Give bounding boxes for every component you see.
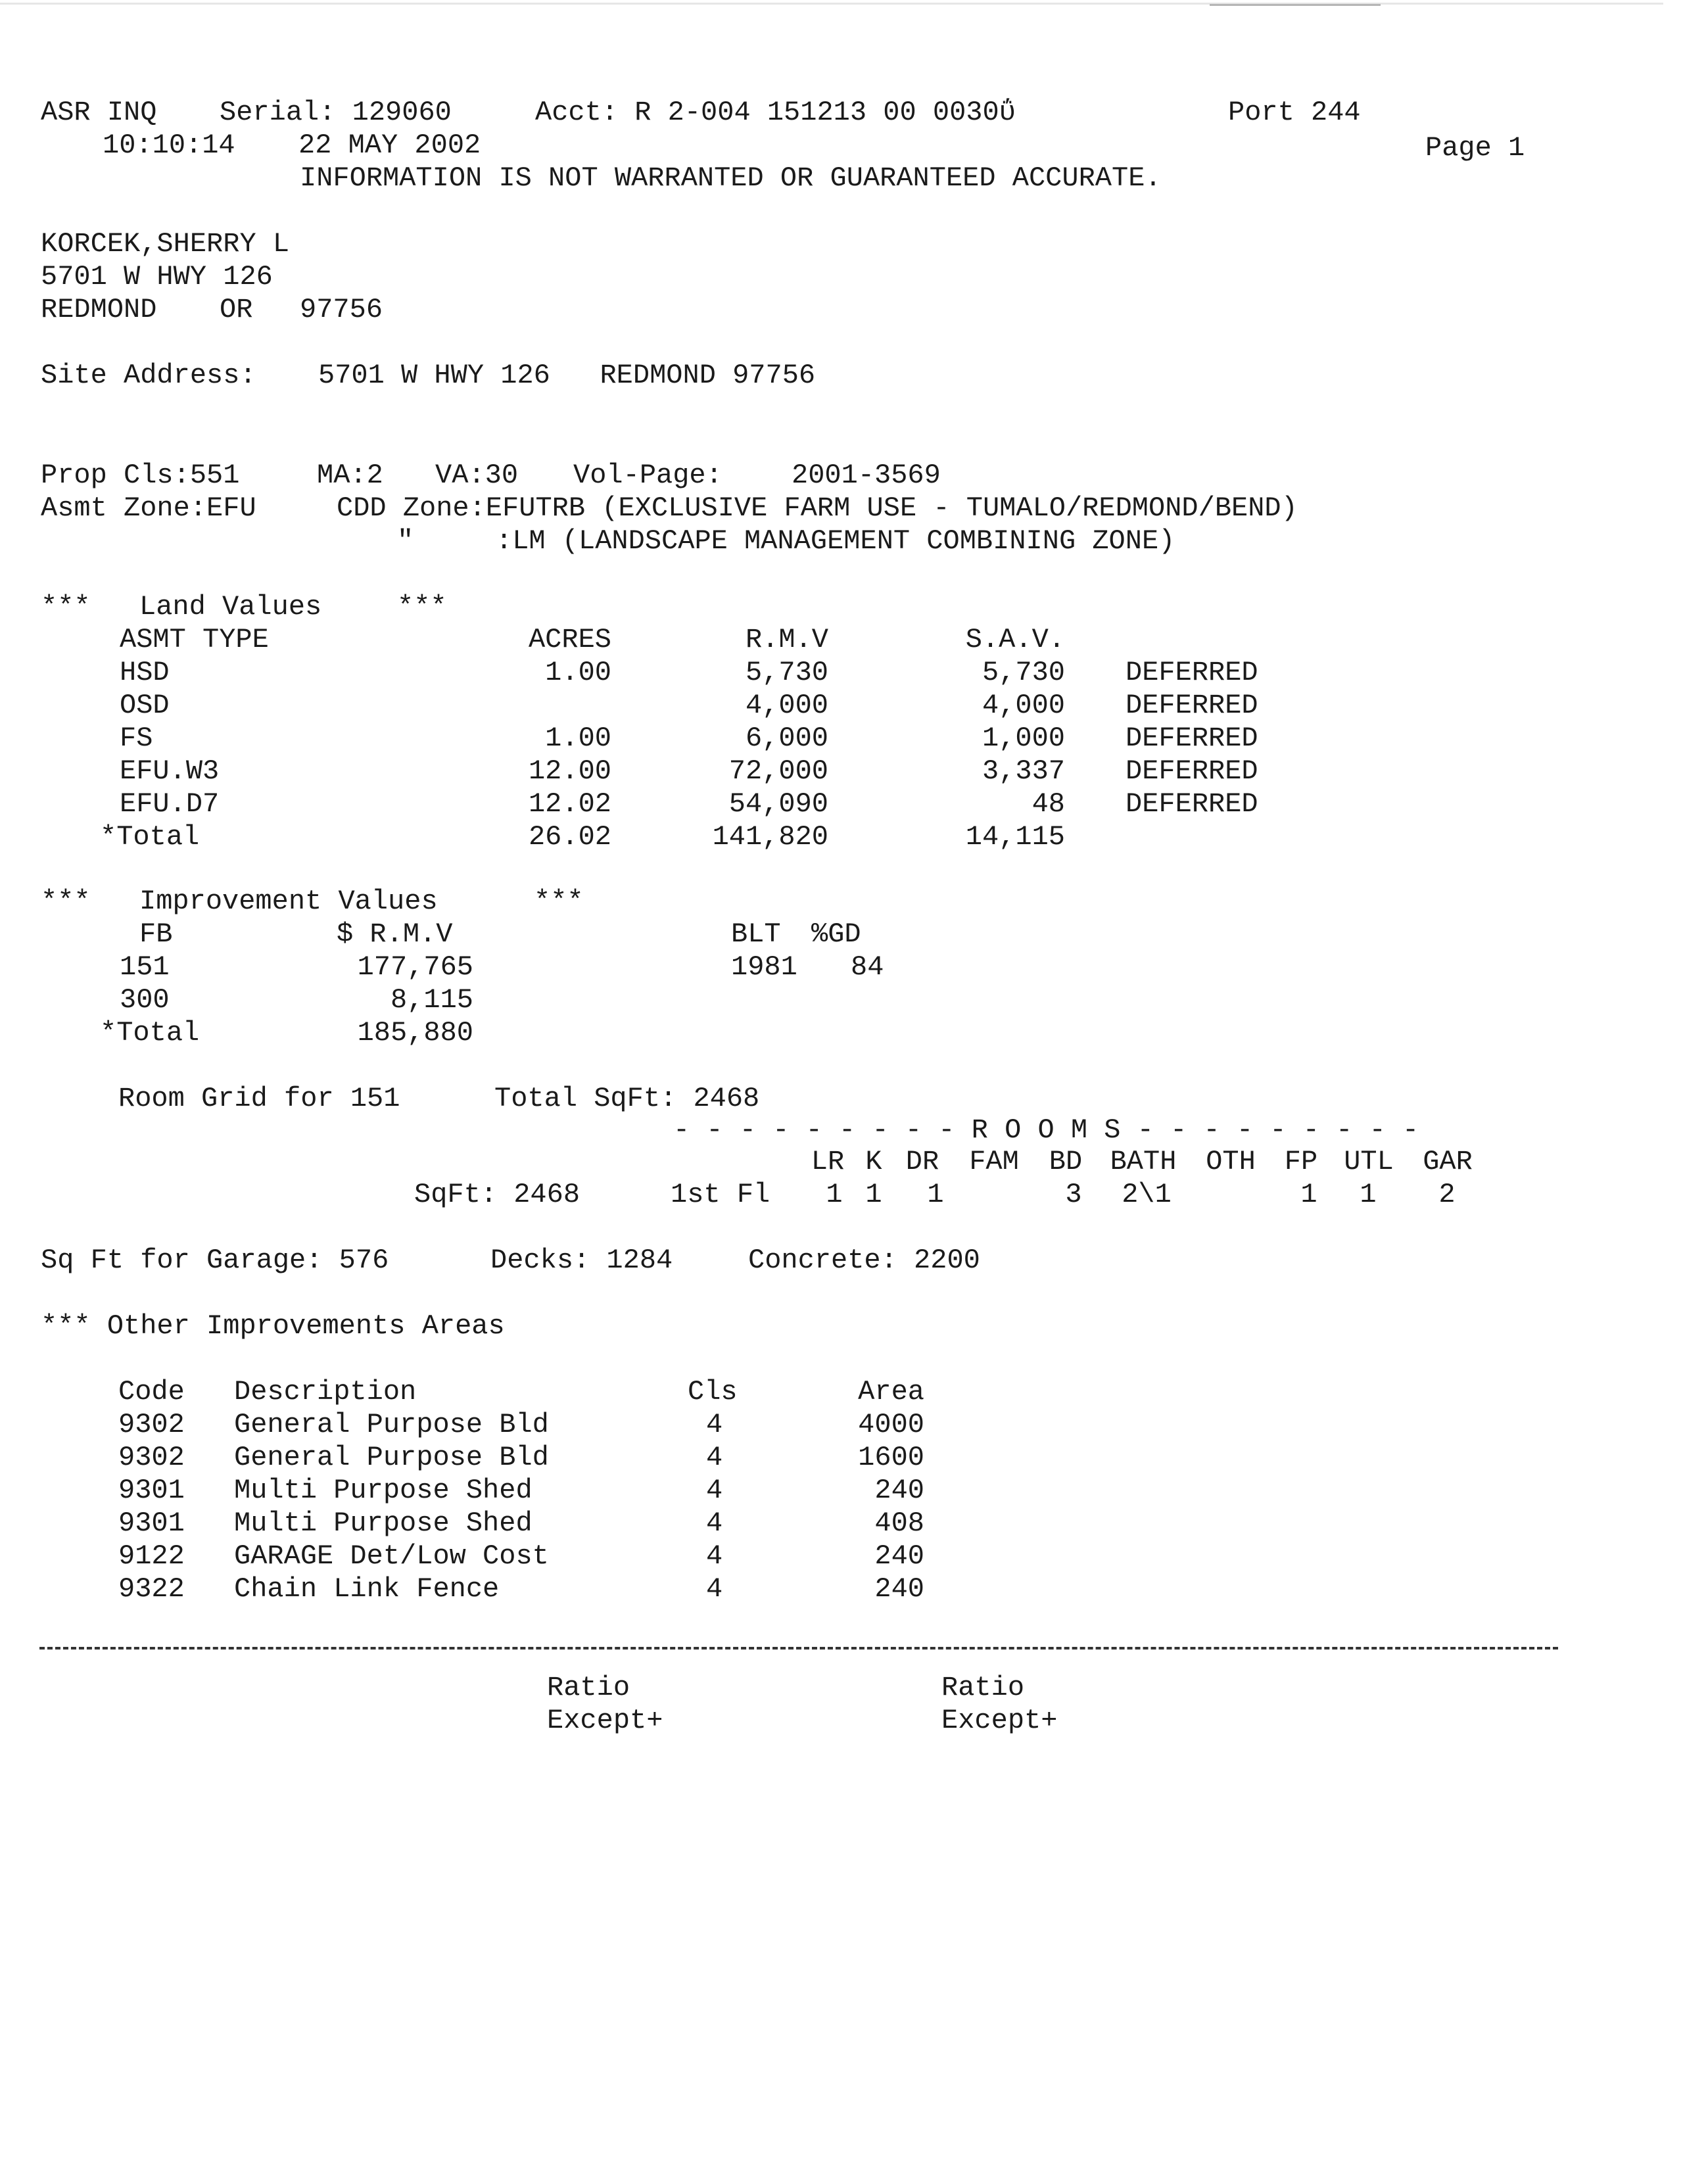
land-status: DEFERRED	[1126, 657, 1258, 688]
land-total-rmv: 141,820	[712, 821, 828, 853]
land-col-acres: ACRES	[528, 624, 611, 655]
room-col-bd: BD	[1049, 1146, 1083, 1177]
vol-page-value: 2001-3569	[792, 460, 941, 491]
room-grid-label: Room Grid for 151	[118, 1083, 400, 1114]
room-val-fp: 1	[1300, 1179, 1317, 1210]
room-val-dr: 1	[927, 1179, 944, 1210]
rooms-banner: - - - - - - - - - R O O M S - - - - - - - - -	[673, 1114, 1419, 1146]
other-col-description: Description	[234, 1376, 417, 1408]
other-description: GARAGE Det/Low Cost	[234, 1540, 549, 1572]
land-acres: 1.00	[545, 657, 611, 688]
room-col-fp: FP	[1284, 1146, 1318, 1177]
vol-page-label: Vol-Page:	[573, 460, 723, 491]
land-heading-stars: ***	[41, 591, 91, 623]
improvement-col-rmv: $ R.M.V	[337, 918, 453, 950]
other-description: General Purpose Bld	[234, 1409, 549, 1440]
improvement-total-rmv: 185,880	[357, 1017, 473, 1049]
account-number: Acct: R 2-004 151213 00 0030ΰ	[535, 97, 1016, 128]
ratio-label: Ratio	[547, 1672, 630, 1703]
other-cls: 4	[706, 1540, 723, 1572]
asr-inq-label: ASR INQ	[41, 97, 157, 128]
room-row-sqft: SqFt: 2468	[414, 1179, 581, 1210]
prop-class: Prop Cls:551	[41, 460, 240, 491]
cdd-zone-secondary: :LM (LANDSCAPE MANAGEMENT COMBINING ZONE)	[496, 525, 1175, 557]
site-address-label: Site Address:	[41, 360, 256, 391]
other-area: 240	[874, 1475, 924, 1506]
other-code: 9302	[118, 1409, 185, 1440]
land-col-sav: S.A.V.	[965, 624, 1065, 655]
room-val-bath: 2\1	[1122, 1179, 1172, 1210]
land-type: EFU.D7	[120, 788, 220, 820]
garage-sqft: Sq Ft for Garage: 576	[41, 1245, 389, 1276]
land-rmv: 54,090	[728, 788, 828, 820]
room-col-utl: UTL	[1344, 1146, 1394, 1177]
land-sav: 3,337	[982, 755, 1065, 787]
land-status: DEFERRED	[1126, 690, 1258, 721]
land-rmv: 6,000	[745, 723, 828, 754]
improvement-blt: 1981	[731, 951, 797, 983]
room-val-bd: 3	[1065, 1179, 1082, 1210]
improvement-rmv: 177,765	[357, 951, 473, 983]
improvement-col-gd: %GD	[811, 918, 861, 950]
room-col-k: K	[865, 1146, 882, 1177]
concrete-sqft: Concrete: 2200	[748, 1245, 980, 1276]
land-total-label: *Total	[100, 821, 200, 853]
room-val-utl: 1	[1360, 1179, 1377, 1210]
other-code: 9301	[118, 1475, 185, 1506]
other-col-area: Area	[858, 1376, 924, 1408]
room-val-k: 1	[865, 1179, 882, 1210]
improvement-col-blt: BLT	[731, 918, 781, 950]
other-area: 240	[874, 1573, 924, 1605]
improvement-gd: 84	[851, 951, 884, 983]
land-rmv: 4,000	[745, 690, 828, 721]
room-grid-total-sqft: Total SqFt: 2468	[494, 1083, 760, 1114]
room-val-gar: 2	[1438, 1179, 1456, 1210]
va-code: VA:30	[435, 460, 519, 491]
asmt-zone: Asmt Zone:EFU	[41, 492, 256, 524]
land-total-acres: 26.02	[528, 821, 611, 853]
land-type: EFU.W3	[120, 755, 220, 787]
land-rmv: 5,730	[745, 657, 828, 688]
other-area: 1600	[858, 1442, 924, 1473]
improvement-heading: Improvement Values	[139, 886, 438, 917]
owner-name: KORCEK,SHERRY L	[41, 228, 290, 260]
except-label: Except+	[547, 1705, 663, 1736]
other-cls: 4	[706, 1475, 723, 1506]
improvement-fb: 300	[120, 984, 170, 1016]
other-cls: 4	[706, 1573, 723, 1605]
other-area: 408	[874, 1507, 924, 1539]
land-sav: 1,000	[982, 723, 1065, 754]
room-col-bath: BATH	[1110, 1146, 1177, 1177]
improvement-col-fb: FB	[139, 918, 173, 950]
owner-city: REDMOND	[41, 294, 157, 325]
report-time: 10:10:14	[103, 130, 235, 161]
dashed-divider	[39, 1647, 1558, 1650]
land-rmv: 72,000	[728, 755, 828, 787]
land-sav: 48	[1031, 788, 1065, 820]
land-status: DEFERRED	[1126, 788, 1258, 820]
other-cls: 4	[706, 1507, 723, 1539]
other-description: Multi Purpose Shed	[234, 1507, 533, 1539]
land-col-asmt-type: ASMT TYPE	[120, 624, 269, 655]
report-date: 22 MAY 2002	[298, 130, 481, 161]
decks-sqft: Decks: 1284	[490, 1245, 673, 1276]
other-cls: 4	[706, 1409, 723, 1440]
room-col-dr: DR	[905, 1146, 939, 1177]
other-area: 240	[874, 1540, 924, 1572]
other-code: 9322	[118, 1573, 185, 1605]
room-val-lr: 1	[826, 1179, 843, 1210]
scan-edge-mark	[1210, 4, 1381, 6]
room-col-gar: GAR	[1423, 1146, 1473, 1177]
land-status: DEFERRED	[1126, 755, 1258, 787]
land-sav: 5,730	[982, 657, 1065, 688]
owner-zip: 97756	[300, 294, 383, 325]
land-sav: 4,000	[982, 690, 1065, 721]
ma-code: MA:2	[317, 460, 383, 491]
other-description: Chain Link Fence	[234, 1573, 500, 1605]
other-description: Multi Purpose Shed	[234, 1475, 533, 1506]
improvement-heading-stars: ***	[534, 886, 584, 917]
owner-street: 5701 W HWY 126	[41, 261, 273, 293]
other-code: 9122	[118, 1540, 185, 1572]
land-acres: 1.00	[545, 723, 611, 754]
other-col-code: Code	[118, 1376, 185, 1408]
site-address-value: 5701 W HWY 126 REDMOND 97756	[318, 360, 816, 391]
land-acres: 12.02	[528, 788, 611, 820]
land-type: FS	[120, 723, 153, 754]
except-label: Except+	[941, 1705, 1058, 1736]
scan-edge-line	[0, 3, 1663, 5]
other-cls: 4	[706, 1442, 723, 1473]
improvement-total-label: *Total	[100, 1017, 200, 1049]
room-col-lr: LR	[811, 1146, 845, 1177]
port-number: Port 244	[1228, 97, 1361, 128]
ratio-label: Ratio	[941, 1672, 1025, 1703]
land-status: DEFERRED	[1126, 723, 1258, 754]
other-code: 9302	[118, 1442, 185, 1473]
improvement-heading-stars: ***	[41, 886, 91, 917]
cdd-zone: CDD Zone:EFUTRB (EXCLUSIVE FARM USE - TUMALO/REDMOND/BEND)	[337, 492, 1298, 524]
land-heading-stars: ***	[397, 591, 447, 623]
other-code: 9301	[118, 1507, 185, 1539]
disclaimer: INFORMATION IS NOT WARRANTED OR GUARANTEED ACCURATE.	[300, 162, 1162, 194]
room-col-oth: OTH	[1206, 1146, 1256, 1177]
land-type: OSD	[120, 690, 170, 721]
serial-number: Serial: 129060	[220, 97, 452, 128]
other-col-cls: Cls	[688, 1376, 738, 1408]
other-description: General Purpose Bld	[234, 1442, 549, 1473]
improvement-rmv: 8,115	[390, 984, 473, 1016]
other-area: 4000	[858, 1409, 924, 1440]
land-col-rmv: R.M.V	[745, 624, 828, 655]
improvement-fb: 151	[120, 951, 170, 983]
land-heading: Land Values	[139, 591, 322, 623]
room-col-fam: FAM	[969, 1146, 1019, 1177]
land-acres: 12.00	[528, 755, 611, 787]
room-row-floor: 1st Fl	[671, 1179, 770, 1210]
land-total-sav: 14,115	[965, 821, 1065, 853]
land-type: HSD	[120, 657, 170, 688]
page-number: Page 1	[1425, 132, 1525, 164]
ditto-mark: "	[397, 525, 414, 557]
other-improvements-heading: *** Other Improvements Areas	[41, 1310, 505, 1342]
owner-state: OR	[220, 294, 253, 325]
